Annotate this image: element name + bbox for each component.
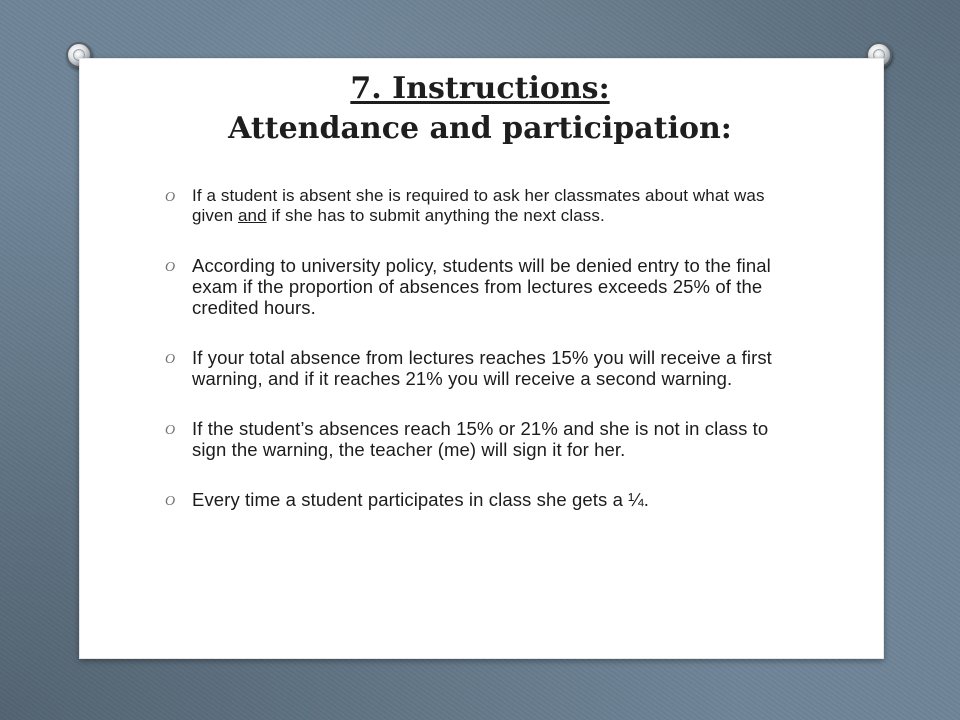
bullet-marker-icon: O — [165, 352, 176, 367]
bullet-item-university-policy — [165, 255, 795, 318]
slide-title — [0, 70, 960, 148]
bullet-item-absence-classmates — [165, 186, 795, 226]
bullet-item-warnings — [165, 347, 795, 389]
bullet-marker-icon: O — [165, 423, 176, 438]
bullet-text: If your total absence from lectures reaches 15% you will receive a first warning, and if it reaches 21% you will receive a second warning. — [192, 347, 772, 389]
bullet-marker-icon: O — [165, 190, 176, 205]
bullet-item-participation — [165, 489, 795, 510]
bullet-text: If the student’s absences reach 15% or 21% and she is not in class to sign the warning, the teacher (me) will sign it for her. — [192, 418, 769, 460]
bullet-text: Every time a student participates in class she gets a ¼. — [192, 489, 650, 510]
bullet-item-sign-warning — [165, 418, 795, 460]
bullet-text-part: If a student is absent she is required to ask her classmates about what was given — [192, 186, 765, 225]
bullet-marker-icon: O — [165, 260, 176, 275]
title-line-1: 7. Instructions: — [350, 71, 610, 106]
bullet-text-part: if she has to submit anything the next class. — [266, 206, 605, 225]
bullet-underlined-word: and — [237, 206, 267, 225]
bullet-list — [165, 186, 795, 539]
title-line-2: Attendance and participation: — [228, 111, 732, 146]
bullet-text: According to university policy, students will be denied entry to the final exam if the proportion of absences from lectures exceeds 25% of the credited hours. — [192, 255, 771, 318]
bullet-marker-icon: O — [165, 494, 176, 509]
